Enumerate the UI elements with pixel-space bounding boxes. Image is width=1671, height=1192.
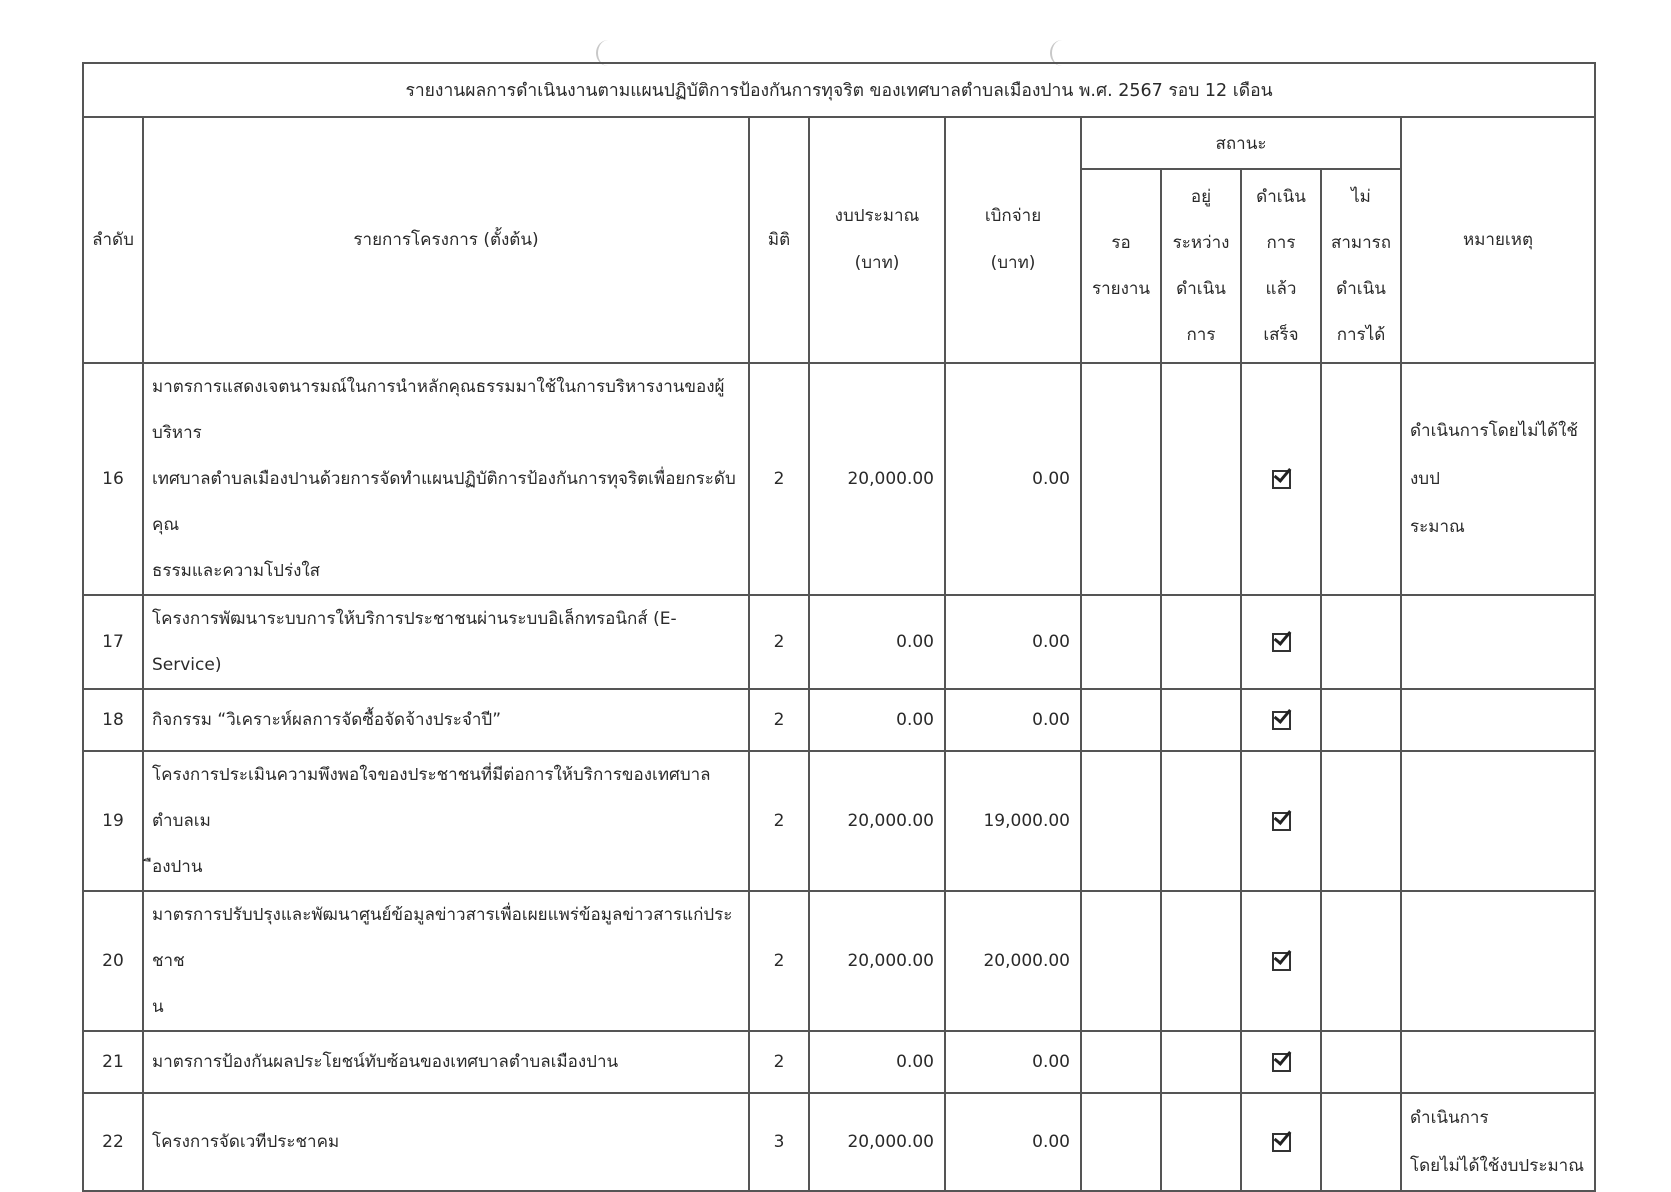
header-status-done-line: แล้วเสร็จ bbox=[1263, 279, 1299, 345]
dimension-value: 2 bbox=[749, 751, 809, 891]
remark-cell bbox=[1401, 1031, 1595, 1093]
dimension-value: 2 bbox=[749, 363, 809, 595]
spent-value: 0.00 bbox=[945, 595, 1081, 689]
budget-value: 0.00 bbox=[809, 595, 945, 689]
checked-box-icon bbox=[1272, 711, 1291, 730]
status-done-cell bbox=[1241, 689, 1321, 751]
table-body bbox=[83, 363, 1595, 1191]
header-status-wait bbox=[1081, 169, 1161, 363]
budget-value: 20,000.00 bbox=[809, 751, 945, 891]
header-budget bbox=[809, 117, 945, 363]
row-number: 20 bbox=[83, 891, 143, 1031]
dimension-value: 2 bbox=[749, 595, 809, 689]
project-name-line: มาตรการป้องกันผลประโยชน์ทับซ้อนของเทศบาลตำบลเมืองปาน bbox=[152, 1052, 619, 1072]
table-row bbox=[83, 689, 1595, 751]
table-row bbox=[83, 1093, 1595, 1191]
header-remark: หมายเหตุ bbox=[1401, 117, 1595, 363]
project-name-line: มาตรการปรับปรุงและพัฒนาศูนย์ข้อมูลข่าวสารเพื่อเผยแพร่ข้อมูลข่าวสารแก่ประชาช bbox=[152, 905, 733, 971]
status-wait-cell bbox=[1081, 751, 1161, 891]
status-in-progress-cell bbox=[1161, 1031, 1241, 1093]
status-unable-cell bbox=[1321, 751, 1401, 891]
header-dimension: มิติ bbox=[749, 117, 809, 363]
remark-cell bbox=[1401, 595, 1595, 689]
project-name-line: โครงการประเมินความพึงพอใจของประชาชนที่มีต่อการให้บริการของเทศบาลตำบลเม bbox=[152, 765, 711, 831]
header-spent-label: เบิกจ่าย bbox=[984, 206, 1042, 226]
header-order: ลำดับ bbox=[83, 117, 143, 363]
status-done-cell bbox=[1241, 751, 1321, 891]
report-table bbox=[82, 62, 1596, 1192]
project-name bbox=[143, 891, 749, 1031]
status-wait-cell bbox=[1081, 891, 1161, 1031]
status-unable-cell bbox=[1321, 1031, 1401, 1093]
header-status-progress-line: ระหว่าง bbox=[1172, 233, 1230, 253]
dimension-value: 3 bbox=[749, 1093, 809, 1191]
project-name-line: น bbox=[152, 997, 164, 1017]
header-status-wait-line: รอ bbox=[1111, 233, 1131, 253]
header-budget-unit: (บาท) bbox=[854, 253, 900, 273]
row-number: 18 bbox=[83, 689, 143, 751]
row-number: 22 bbox=[83, 1093, 143, 1191]
header-status-unable-line: ไม่ bbox=[1351, 187, 1371, 207]
remark-line: ดำเนินการโดยไม่ได้ใช้งบป bbox=[1410, 421, 1578, 489]
checked-box-icon bbox=[1272, 470, 1291, 489]
header-status-done bbox=[1241, 169, 1321, 363]
spent-value: 0.00 bbox=[945, 363, 1081, 595]
project-name-line: โครงการจัดเวทีประชาคม bbox=[152, 1132, 340, 1152]
project-name-line: เทศบาลตำบลเมืองปานด้วยการจัดทำแผนปฏิบัติการป้องกันการทุจริตเพื่อยกระดับคุณ bbox=[152, 469, 736, 535]
status-in-progress-cell bbox=[1161, 891, 1241, 1031]
status-unable-cell bbox=[1321, 891, 1401, 1031]
budget-value: 0.00 bbox=[809, 1031, 945, 1093]
header-status-unable bbox=[1321, 169, 1401, 363]
budget-value: 20,000.00 bbox=[809, 891, 945, 1031]
remark-cell bbox=[1401, 1093, 1595, 1191]
status-in-progress-cell bbox=[1161, 1093, 1241, 1191]
row-number: 17 bbox=[83, 595, 143, 689]
project-name-line: ธรรมและความโปร่งใส bbox=[152, 561, 321, 581]
status-wait-cell bbox=[1081, 363, 1161, 595]
header-status-unable-line: สามารถ bbox=[1330, 233, 1392, 253]
remark-cell bbox=[1401, 891, 1595, 1031]
status-unable-cell bbox=[1321, 689, 1401, 751]
dimension-value: 2 bbox=[749, 891, 809, 1031]
remark-cell bbox=[1401, 689, 1595, 751]
row-number: 16 bbox=[83, 363, 143, 595]
checked-box-icon bbox=[1272, 633, 1291, 652]
status-wait-cell bbox=[1081, 689, 1161, 751]
header-status-progress-line: ดำเนิน bbox=[1176, 279, 1226, 299]
table-row bbox=[83, 891, 1595, 1031]
project-name-line: มาตรการแสดงเจตนารมณ์ในการนำหลักคุณธรรมมาใช้ในการบริหารงานของผู้บริหาร bbox=[152, 377, 725, 443]
budget-value: 0.00 bbox=[809, 689, 945, 751]
status-unable-cell bbox=[1321, 363, 1401, 595]
remark-line: โดยไม่ได้ใช้งบประมาณ bbox=[1410, 1156, 1584, 1176]
status-done-cell bbox=[1241, 363, 1321, 595]
remark-cell bbox=[1401, 363, 1595, 595]
status-done-cell bbox=[1241, 595, 1321, 689]
header-status-done-line: การ bbox=[1266, 233, 1296, 253]
budget-value: 20,000.00 bbox=[809, 1093, 945, 1191]
header-status-wait-line: รายงาน bbox=[1091, 279, 1151, 299]
status-done-cell bbox=[1241, 891, 1321, 1031]
table-row bbox=[83, 363, 1595, 595]
header-status-progress-line: การ bbox=[1186, 325, 1216, 345]
project-name bbox=[143, 1031, 749, 1093]
report-title: รายงานผลการดำเนินงานตามแผนปฏิบัติการป้องกันการทุจริต ของเทศบาลตำบลเมืองปาน พ.ศ. 2567 รอบ 12 เดือน bbox=[83, 63, 1595, 117]
status-wait-cell bbox=[1081, 1093, 1161, 1191]
header-status-unable-line: ดำเนิน bbox=[1336, 279, 1386, 299]
spent-value: 20,000.00 bbox=[945, 891, 1081, 1031]
status-in-progress-cell bbox=[1161, 751, 1241, 891]
project-name bbox=[143, 363, 749, 595]
project-name bbox=[143, 1093, 749, 1191]
table-row bbox=[83, 1031, 1595, 1093]
header-spent bbox=[945, 117, 1081, 363]
header-status: สถานะ bbox=[1081, 117, 1401, 169]
status-unable-cell bbox=[1321, 595, 1401, 689]
dimension-value: 2 bbox=[749, 689, 809, 751]
status-in-progress-cell bbox=[1161, 363, 1241, 595]
status-in-progress-cell bbox=[1161, 595, 1241, 689]
status-wait-cell bbox=[1081, 595, 1161, 689]
header-status-done-line: ดำเนิน bbox=[1256, 187, 1306, 207]
project-name bbox=[143, 595, 749, 689]
status-unable-cell bbox=[1321, 1093, 1401, 1191]
spent-value: 0.00 bbox=[945, 689, 1081, 751]
spent-value: 0.00 bbox=[945, 1031, 1081, 1093]
status-done-cell bbox=[1241, 1031, 1321, 1093]
checked-box-icon bbox=[1272, 1053, 1291, 1072]
checked-box-icon bbox=[1272, 1133, 1291, 1152]
remark-line: ระมาณ bbox=[1410, 517, 1465, 537]
remark-cell bbox=[1401, 751, 1595, 891]
header-project: รายการโครงการ (ตั้งต้น) bbox=[143, 117, 749, 363]
table-row bbox=[83, 595, 1595, 689]
spent-value: 19,000.00 bbox=[945, 751, 1081, 891]
project-name-line: ืองปาน bbox=[152, 857, 203, 877]
budget-value: 20,000.00 bbox=[809, 363, 945, 595]
remark-line: ดำเนินการ bbox=[1410, 1108, 1489, 1128]
header-status-in-progress bbox=[1161, 169, 1241, 363]
dimension-value: 2 bbox=[749, 1031, 809, 1093]
table-row bbox=[83, 751, 1595, 891]
status-wait-cell bbox=[1081, 1031, 1161, 1093]
project-name bbox=[143, 751, 749, 891]
header-status-progress-line: อยู่ bbox=[1190, 187, 1212, 207]
row-number: 19 bbox=[83, 751, 143, 891]
project-name-line: กิจกรรม “วิเคราะห์ผลการจัดซื้อจัดจ้างประจำปี” bbox=[152, 710, 502, 730]
row-number: 21 bbox=[83, 1031, 143, 1093]
project-name bbox=[143, 689, 749, 751]
status-in-progress-cell bbox=[1161, 689, 1241, 751]
checked-box-icon bbox=[1272, 812, 1291, 831]
spent-value: 0.00 bbox=[945, 1093, 1081, 1191]
project-name-line: โครงการพัฒนาระบบการให้บริการประชาชนผ่านระบบอิเล็กทรอนิกส์ (E-Service) bbox=[152, 609, 677, 675]
status-done-cell bbox=[1241, 1093, 1321, 1191]
header-spent-unit: (บาท) bbox=[990, 253, 1036, 273]
checked-box-icon bbox=[1272, 952, 1291, 971]
header-status-unable-line: การได้ bbox=[1336, 325, 1386, 345]
header-budget-label: งบประมาณ bbox=[834, 206, 920, 226]
